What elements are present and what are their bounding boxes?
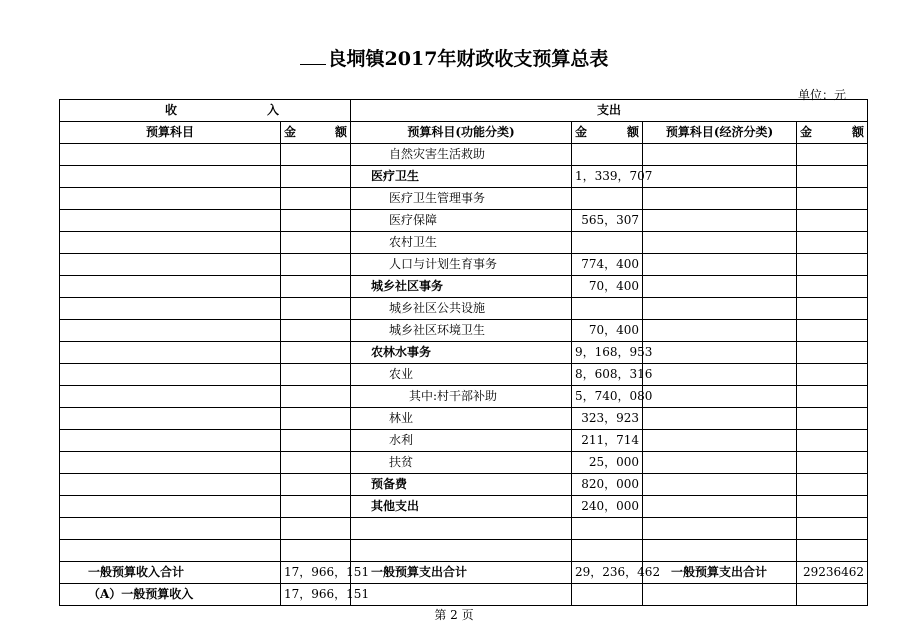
table-row	[60, 320, 868, 342]
econ-total-amount: 29236462	[797, 562, 868, 584]
income-total-amount: 17，966，151	[281, 562, 351, 584]
table-row	[60, 518, 868, 540]
econ-amount-cell	[797, 144, 868, 166]
col-func-item: 预算科目(功能分类)	[351, 122, 572, 144]
func-item-cell: 城乡社区环境卫生	[351, 320, 572, 342]
econ-item-cell	[643, 144, 797, 166]
func-amount-cell	[572, 232, 643, 254]
sub-income-row	[60, 584, 868, 606]
func-item-cell: 农业	[351, 364, 572, 386]
page-title	[0, 44, 908, 71]
econ-amount-cell	[797, 232, 868, 254]
func-item-cell: 人口与计划生育事务	[351, 254, 572, 276]
income-item-cell	[60, 342, 281, 364]
func-item-cell: 城乡社区公共设施	[351, 298, 572, 320]
income-item-cell	[60, 144, 281, 166]
unit-label: 单位：元	[797, 88, 846, 102]
title-blank-line	[300, 64, 326, 65]
col-income-amount: 金 额	[281, 122, 351, 144]
func-amount-cell: 5，740，080	[572, 386, 643, 408]
income-item-cell	[60, 518, 281, 540]
table-row	[60, 232, 868, 254]
col-econ-item: 预算科目(经济分类)	[643, 122, 797, 144]
econ-amount-cell	[797, 364, 868, 386]
econ-item-cell	[643, 210, 797, 232]
table-row	[60, 386, 868, 408]
income-header-right: 入	[266, 103, 279, 117]
title-text: 良垌镇2017年财政收支预算总表	[327, 48, 609, 70]
func-item-cell	[351, 540, 572, 562]
income-item-cell	[60, 540, 281, 562]
income-item-cell	[60, 408, 281, 430]
col-func-amount: 金 额	[572, 122, 643, 144]
econ-item-cell	[643, 386, 797, 408]
table-row	[60, 254, 868, 276]
income-amount-cell	[281, 166, 351, 188]
func-amount-cell: 70，400	[572, 320, 643, 342]
table-row	[60, 298, 868, 320]
income-item-cell	[60, 232, 281, 254]
table-row	[60, 166, 868, 188]
income-amount-cell	[281, 298, 351, 320]
table-row	[60, 474, 868, 496]
func-amount-cell: 70，400	[572, 276, 643, 298]
func-amount-cell	[572, 298, 643, 320]
func-amount-cell: 8，608，316	[572, 364, 643, 386]
econ-item-cell	[643, 342, 797, 364]
header-row-columns	[60, 122, 868, 144]
func-amount-cell: 774，400	[572, 254, 643, 276]
func-item-cell: 城乡社区事务	[351, 276, 572, 298]
func-item-cell: 自然灾害生活救助	[351, 144, 572, 166]
func-amount-cell: 9，168，953	[572, 342, 643, 364]
econ-item-cell	[643, 430, 797, 452]
income-item-cell	[60, 386, 281, 408]
econ-total-label: 一般预算支出合计	[643, 562, 797, 584]
func-item-cell	[351, 584, 572, 606]
income-item-cell	[60, 320, 281, 342]
func-amount-cell	[572, 584, 643, 606]
econ-item-cell	[643, 474, 797, 496]
income-item-cell	[60, 496, 281, 518]
table-row	[60, 496, 868, 518]
table-row	[60, 540, 868, 562]
econ-amount-cell	[797, 584, 868, 606]
income-amount-cell	[281, 496, 351, 518]
income-item-cell	[60, 364, 281, 386]
income-amount-cell	[281, 254, 351, 276]
func-amount-cell	[572, 188, 643, 210]
income-item-cell	[60, 210, 281, 232]
func-amount-cell	[572, 540, 643, 562]
econ-item-cell	[643, 232, 797, 254]
func-amount-cell: 323，923	[572, 408, 643, 430]
func-item-cell: 林业	[351, 408, 572, 430]
budget-table	[59, 99, 868, 606]
func-amount-cell: 565，307	[572, 210, 643, 232]
income-amount-cell	[281, 188, 351, 210]
expense-header: 支出	[351, 100, 868, 122]
income-item-cell	[60, 276, 281, 298]
table-row	[60, 210, 868, 232]
econ-item-cell	[643, 320, 797, 342]
income-amount-cell	[281, 474, 351, 496]
income-item-cell	[60, 254, 281, 276]
sub-income-amount: 17，966，151	[281, 584, 351, 606]
econ-amount-cell	[797, 166, 868, 188]
econ-amount-cell	[797, 496, 868, 518]
econ-item-cell	[643, 518, 797, 540]
func-amount-cell: 25，000	[572, 452, 643, 474]
econ-amount-cell	[797, 298, 868, 320]
table-row	[60, 408, 868, 430]
econ-amount-cell	[797, 342, 868, 364]
func-item-cell: 其他支出	[351, 496, 572, 518]
econ-amount-cell	[797, 518, 868, 540]
econ-item-cell	[643, 540, 797, 562]
econ-item-cell	[643, 298, 797, 320]
income-amount-cell	[281, 276, 351, 298]
econ-amount-cell	[797, 210, 868, 232]
econ-item-cell	[643, 452, 797, 474]
econ-amount-cell	[797, 408, 868, 430]
income-amount-cell	[281, 320, 351, 342]
func-item-cell: 医疗卫生	[351, 166, 572, 188]
func-item-cell: 预备费	[351, 474, 572, 496]
func-amount-cell: 1，339，707	[572, 166, 643, 188]
econ-item-cell	[643, 254, 797, 276]
econ-amount-cell	[797, 188, 868, 210]
table-row	[60, 188, 868, 210]
income-amount-cell	[281, 430, 351, 452]
func-amount-cell: 240，000	[572, 496, 643, 518]
income-item-cell	[60, 430, 281, 452]
col-econ-amount: 金 额	[797, 122, 868, 144]
income-amount-cell	[281, 540, 351, 562]
func-item-cell: 医疗卫生管理事务	[351, 188, 572, 210]
func-item-cell: 农林水事务	[351, 342, 572, 364]
income-item-cell	[60, 452, 281, 474]
econ-amount-cell	[797, 386, 868, 408]
table-row	[60, 342, 868, 364]
econ-item-cell	[643, 408, 797, 430]
income-amount-cell	[281, 210, 351, 232]
header-row-group	[60, 100, 868, 122]
income-item-cell	[60, 474, 281, 496]
table-row	[60, 430, 868, 452]
totals-row	[60, 562, 868, 584]
func-total-label: 一般预算支出合计	[351, 562, 572, 584]
func-total-amount: 29，236，462	[572, 562, 643, 584]
econ-item-cell	[643, 166, 797, 188]
func-item-cell: 扶贫	[351, 452, 572, 474]
func-amount-cell: 211，714	[572, 430, 643, 452]
econ-amount-cell	[797, 452, 868, 474]
income-amount-cell	[281, 144, 351, 166]
table-row	[60, 144, 868, 166]
income-amount-cell	[281, 408, 351, 430]
econ-amount-cell	[797, 320, 868, 342]
table-row	[60, 452, 868, 474]
income-amount-cell	[281, 232, 351, 254]
econ-amount-cell	[797, 276, 868, 298]
income-header	[60, 100, 351, 122]
page-number: 第 2 页	[434, 608, 474, 622]
income-amount-cell	[281, 452, 351, 474]
func-item-cell: 医疗保障	[351, 210, 572, 232]
income-amount-cell	[281, 386, 351, 408]
table-row	[60, 364, 868, 386]
econ-amount-cell	[797, 430, 868, 452]
econ-item-cell	[643, 364, 797, 386]
econ-item-cell	[643, 496, 797, 518]
func-item-cell: 其中:村干部补助	[351, 386, 572, 408]
func-item-cell: 水利	[351, 430, 572, 452]
econ-item-cell	[643, 276, 797, 298]
func-amount-cell: 820，000	[572, 474, 643, 496]
func-item-cell	[351, 518, 572, 540]
income-amount-cell	[281, 342, 351, 364]
sub-income-label: （A）一般预算收入	[60, 584, 281, 606]
income-item-cell	[60, 166, 281, 188]
func-amount-cell	[572, 144, 643, 166]
income-item-cell	[60, 188, 281, 210]
econ-amount-cell	[797, 474, 868, 496]
income-amount-cell	[281, 364, 351, 386]
income-item-cell	[60, 298, 281, 320]
income-amount-cell	[281, 518, 351, 540]
col-income-item: 预算科目	[60, 122, 281, 144]
econ-amount-cell	[797, 254, 868, 276]
income-header-left: 收	[165, 103, 178, 117]
func-amount-cell	[572, 518, 643, 540]
econ-item-cell	[643, 188, 797, 210]
econ-item-cell	[643, 584, 797, 606]
func-item-cell: 农村卫生	[351, 232, 572, 254]
table-row	[60, 276, 868, 298]
income-total-label: 一般预算收入合计	[60, 562, 281, 584]
econ-amount-cell	[797, 540, 868, 562]
